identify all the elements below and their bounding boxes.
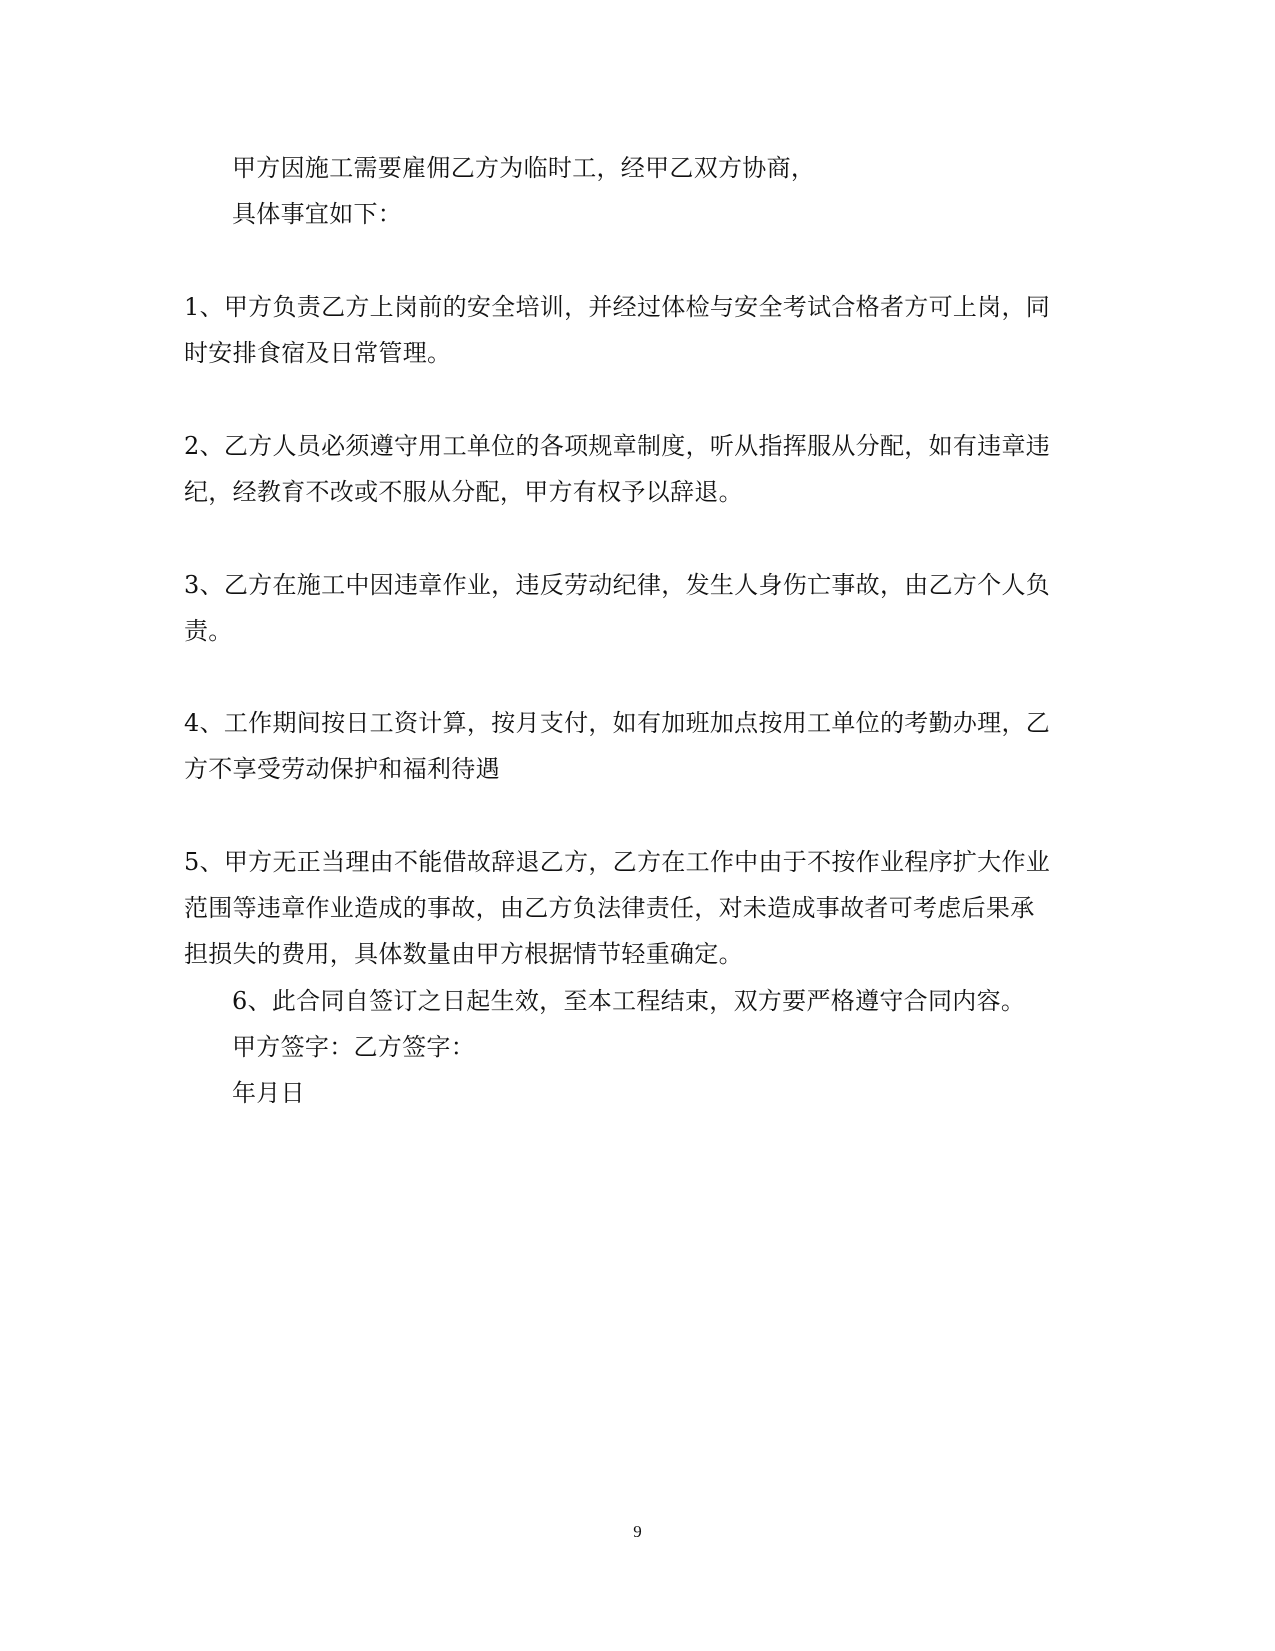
clause-5-line-1: 5、甲方无正当理由不能借故辞退乙方，乙方在工作中由于不按作业程序扩大作业	[184, 848, 1051, 876]
clause-1-line-2: 时安排食宿及日常管理。	[184, 339, 452, 367]
intro-line-2: 具体事宜如下：	[232, 200, 403, 228]
clause-1-line-1: 1、甲方负责乙方上岗前的安全培训，并经过体检与安全考试合格者方可上岗，同	[184, 293, 1051, 321]
clause-4-line-2: 方不享受劳动保护和福利待遇	[184, 755, 500, 783]
date-line: 年月日	[232, 1079, 305, 1107]
clause-3-line-2: 责。	[184, 617, 233, 645]
clause-5-line-2: 范围等违章作业造成的事故，由乙方负法律责任，对未造成事故者可考虑后果承	[184, 894, 1035, 922]
clause-3-line-1: 3、乙方在施工中因违章作业，违反劳动纪律，发生人身伤亡事故，由乙方个人负	[184, 571, 1051, 599]
signature-line: 甲方签字：乙方签字：	[232, 1033, 475, 1061]
clause-2-line-1: 2、乙方人员必须遵守用工单位的各项规章制度，听从指挥服从分配，如有违章违	[184, 432, 1051, 460]
clause-4-line-1: 4、工作期间按日工资计算，按月支付，如有加班加点按用工单位的考勤办理，乙	[184, 709, 1051, 737]
intro-line-1: 甲方因施工需要雇佣乙方为临时工，经甲乙双方协商，	[232, 154, 816, 182]
clause-2-line-2: 纪，经教育不改或不服从分配，甲方有权予以辞退。	[184, 478, 743, 506]
clause-6: 6、此合同自签订之日起生效，至本工程结束，双方要严格遵守合同内容。	[232, 987, 1026, 1015]
page-number: 9	[633, 1522, 642, 1541]
clause-5-line-3: 担损失的费用，具体数量由甲方根据情节轻重确定。	[184, 940, 743, 968]
